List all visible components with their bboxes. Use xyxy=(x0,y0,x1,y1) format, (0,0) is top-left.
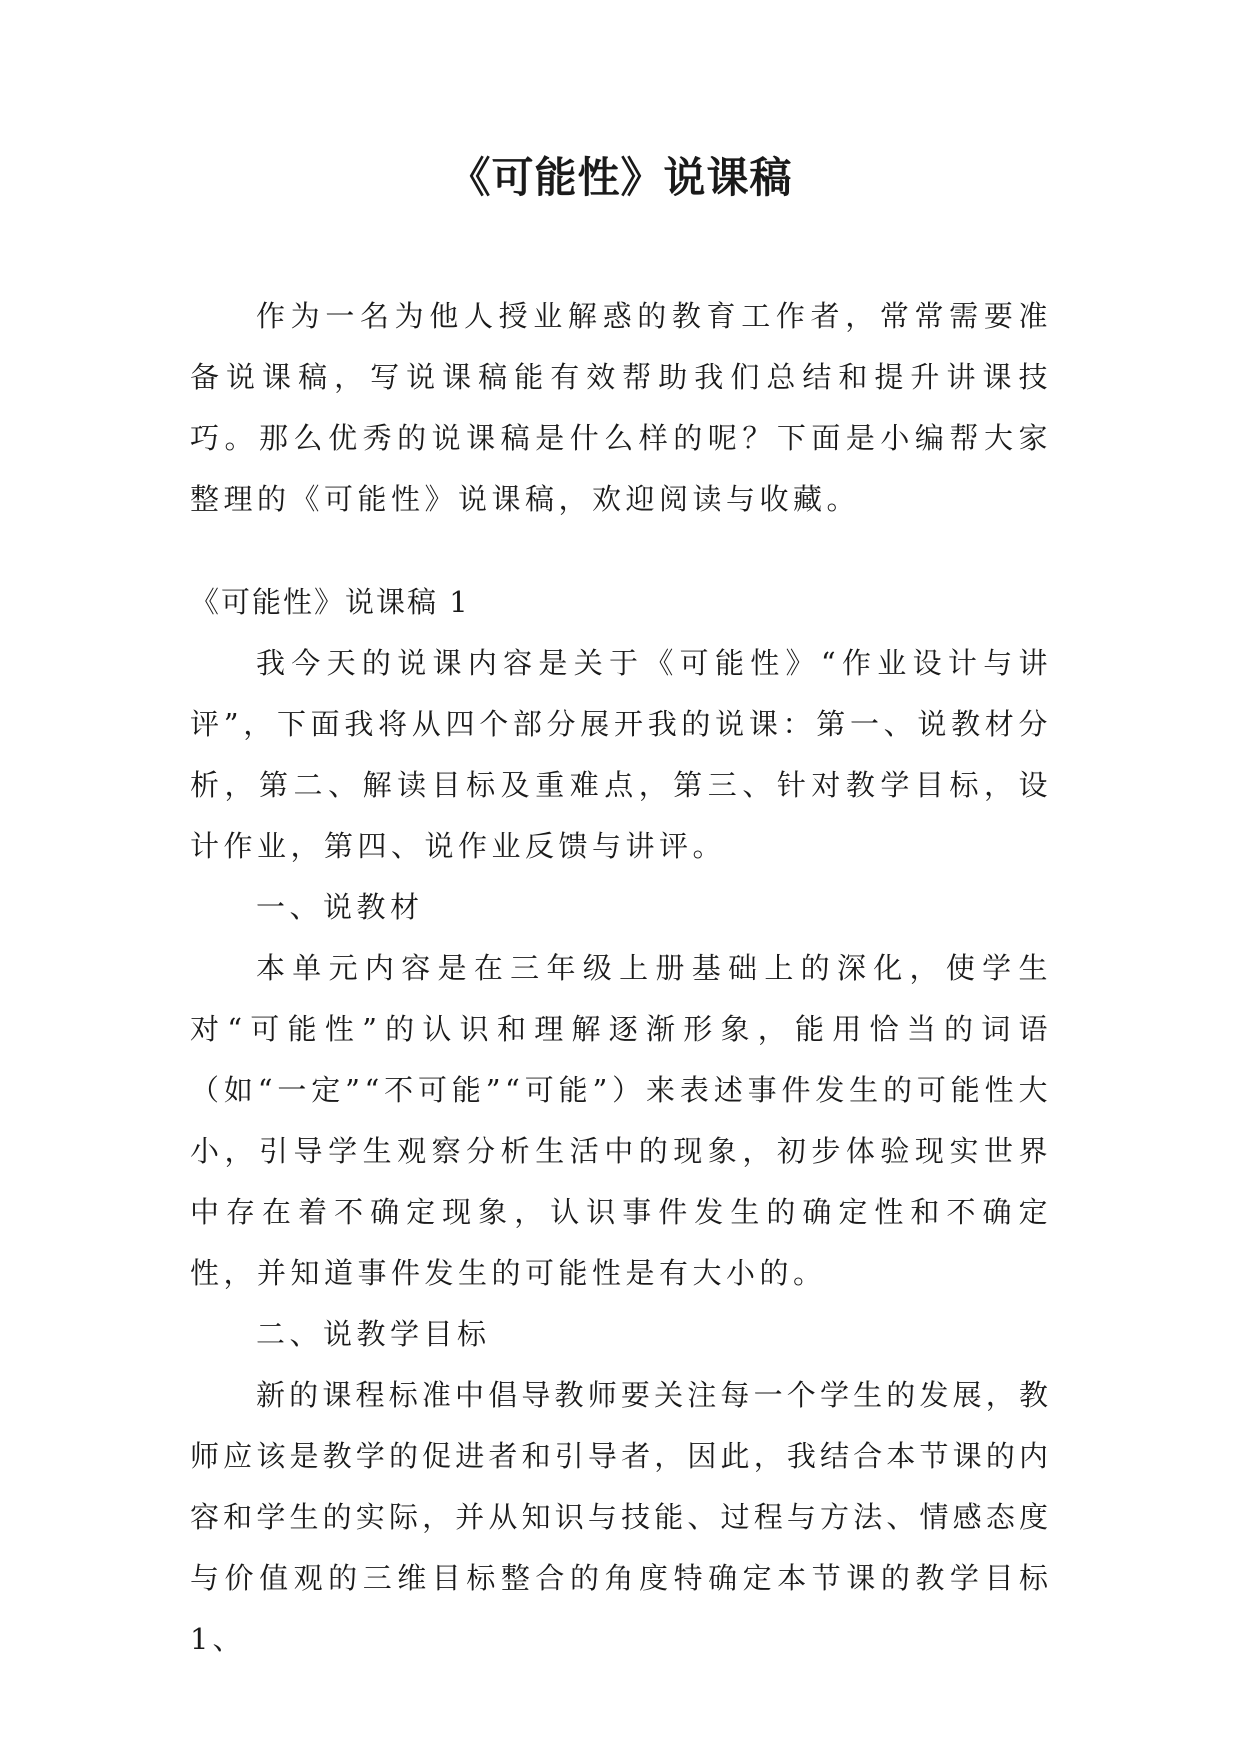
intro-paragraph: 作为一名为他人授业解惑的教育工作者，常常需要准备说课稿，写说课稿能有效帮助我们总结和提升讲课技巧。那么优秀的说课稿是什么样的呢？下面是小编帮大家整理的《可能性》说课稿，欢迎阅读与收藏。 xyxy=(190,299,1052,516)
section-title: 《可能性》说课稿 1 xyxy=(190,585,470,619)
paragraph-overview: 我今天的说课内容是关于《可能性》“作业设计与讲评”，下面我将从四个部分展开我的说课：第一、说教材分析，第二、解读目标及重难点，第三、针对教学目标，设计作业，第四、说作业反馈与讲评。 xyxy=(190,646,1052,863)
heading-teaching-material: 一、说教材 xyxy=(256,890,424,924)
heading-teaching-goals: 二、说教学目标 xyxy=(256,1317,491,1351)
document-title: 《可能性》说课稿 xyxy=(448,153,793,202)
paragraph-teaching-material: 本单元内容是在三年级上册基础上的深化，使学生对“可能性”的认识和理解逐渐形象，能用恰当的词语（如“一定”“不可能”“可能”）来表述事件发生的可能性大小，引导学生观察分析生活中的现象，初步体验现实世界中存在着不确定现象，认识事件发生的确定性和不确定性，并知道事件发生的可能性是有大小的。 xyxy=(190,951,1052,1290)
paragraph-teaching-goals: 新的课程标准中倡导教师要关注每一个学生的发展，教师应该是教学的促进者和引导者，因此，我结合本节课的内容和学生的实际，并从知识与技能、过程与方法、情感态度与价值观的三维目标整合的角度特确定本节课的教学目标 1、 xyxy=(190,1378,1052,1656)
